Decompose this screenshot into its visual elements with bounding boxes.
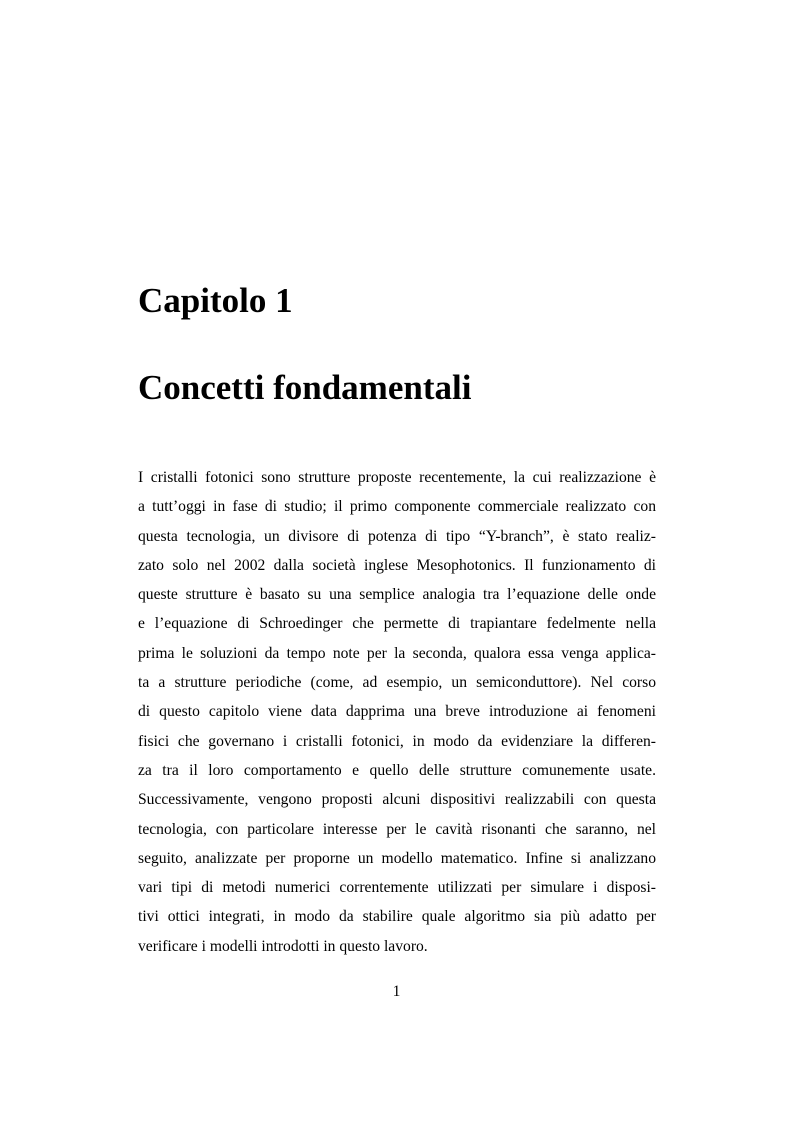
paragraph-line: Successivamente, vengono proposti alcuni dispositivi realizzabili con questa (138, 791, 656, 809)
paragraph-line: vari tipi di metodi numerici correntemente utilizzati per simulare i disposi- (138, 879, 656, 897)
paragraph-line: tivi ottici integrati, in modo da stabilire quale algoritmo sia più adatto per (138, 908, 656, 926)
paragraph-line: fisici che governano i cristalli fotonici, in modo da evidenziare la differen- (138, 732, 656, 750)
paragraph-line: zato solo nel 2002 dalla società inglese Mesophotonics. Il funzionamento di (138, 556, 656, 574)
paragraph-line: questa tecnologia, un divisore di potenza di tipo “Y-branch”, è stato realiz- (138, 527, 656, 545)
paragraph-line: tecnologia, con particolare interesse per le cavità risonanti che saranno, nel (138, 820, 656, 838)
body-paragraph (138, 463, 656, 961)
paragraph-line: seguito, analizzate per proporne un modello matematico. Infine si analizzano (138, 849, 656, 867)
paragraph-line: verificare i modelli introdotti in questo lavoro. (138, 937, 428, 955)
page-number: 1 (392, 983, 401, 1000)
paragraph-line: prima le soluzioni da tempo note per la seconda, qualora essa venga applica- (138, 644, 656, 662)
paragraph-line: di questo capitolo viene data dapprima una breve introduzione ai fenomeni (138, 703, 656, 721)
paragraph-line: e l’equazione di Schroedinger che permette di trapiantare fedelmente nella (138, 615, 656, 633)
paragraph-line: I cristalli fotonici sono strutture proposte recentemente, la cui realizzazione è (138, 469, 656, 486)
chapter-title: Concetti fondamentali (138, 368, 472, 407)
paragraph-line: za tra il loro comportamento e quello delle strutture comunemente usate. (138, 761, 656, 779)
paragraph-line: queste strutture è basato su una semplice analogia tra l’equazione delle onde (138, 586, 656, 604)
paragraph-line: ta a strutture periodiche (come, ad esempio, un semiconduttore). Nel corso (138, 674, 656, 692)
paragraph-line: a tutt’oggi in fase di studio; il primo componente commerciale realizzato con (138, 498, 656, 516)
chapter-label: Capitolo 1 (138, 281, 293, 320)
